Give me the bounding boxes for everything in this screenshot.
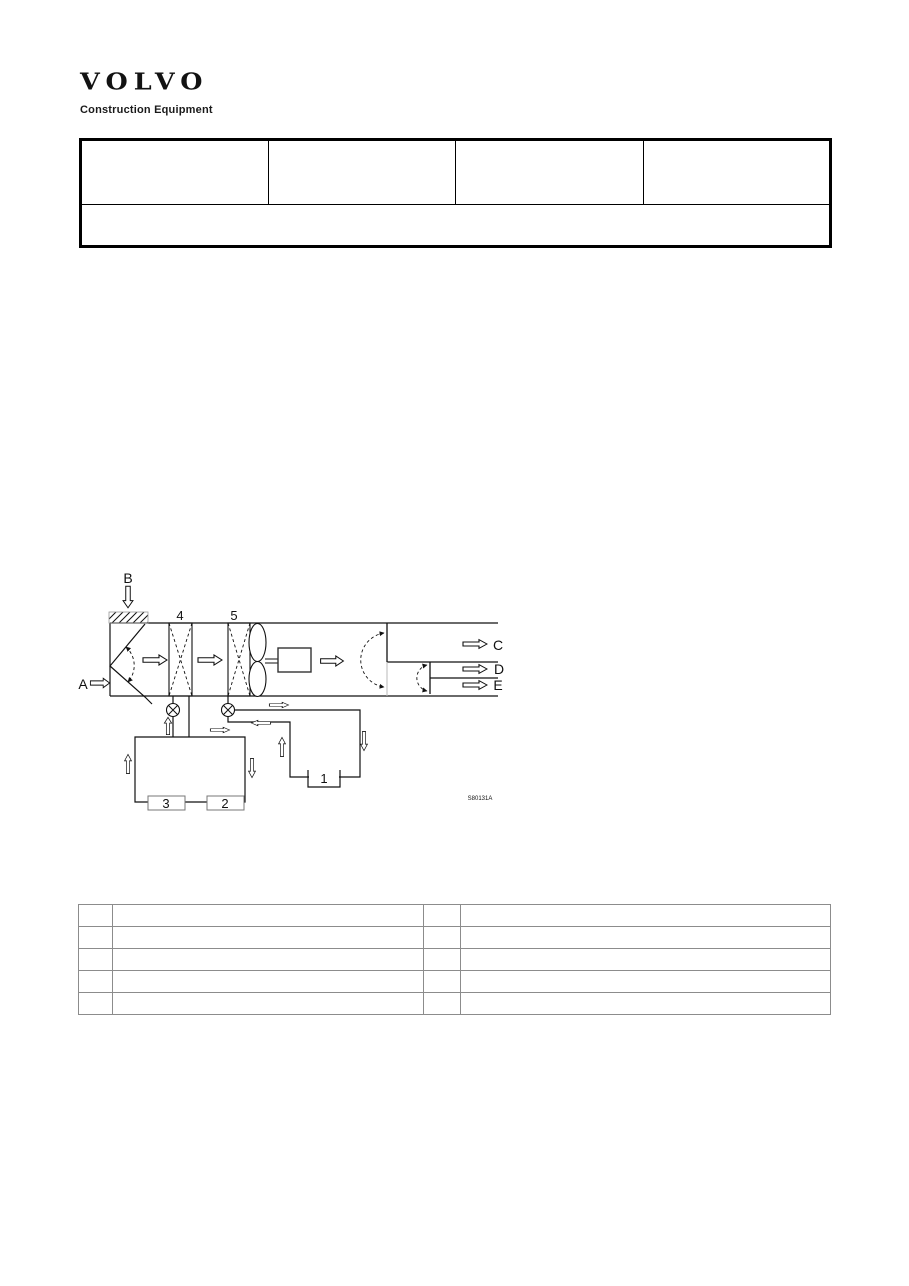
table-cell [81, 140, 269, 205]
label-c: C [492, 637, 504, 653]
label-a: A [78, 676, 88, 692]
fresh-air-inlet-hatch [109, 612, 148, 623]
flow-arrow-b [123, 586, 133, 608]
header-table [79, 138, 832, 248]
table-row [79, 971, 831, 993]
table-cell [461, 927, 831, 949]
table-cell [79, 971, 113, 993]
label-d: D [493, 661, 505, 677]
water-valve [222, 704, 235, 717]
table-row [79, 949, 831, 971]
table-cell [113, 949, 424, 971]
hvac-diagram [60, 560, 520, 820]
heat-exchanger-4 [169, 623, 192, 696]
logo-subtitle: Construction Equipment [80, 104, 213, 116]
table-cell [81, 205, 831, 247]
table-cell [79, 905, 113, 927]
table-cell [643, 140, 831, 205]
table-cell [268, 140, 456, 205]
table-cell [424, 905, 461, 927]
table-cell [461, 949, 831, 971]
table-cell [424, 971, 461, 993]
label-3: 3 [162, 796, 170, 811]
table-cell [79, 949, 113, 971]
flow-arrow-heater-supply [269, 702, 288, 708]
table-row [79, 993, 831, 1015]
table-row [81, 140, 831, 205]
table-row [79, 927, 831, 949]
table-cell [79, 993, 113, 1015]
flow-arrow-duct-2 [198, 655, 222, 665]
flow-arrow-duct-3 [321, 656, 344, 666]
expansion-valve [167, 704, 180, 717]
table-cell [456, 140, 644, 205]
heat-exchanger-5 [228, 623, 250, 696]
fan-motor [278, 648, 311, 672]
table-cell [113, 927, 424, 949]
label-b: B [123, 570, 133, 586]
volvo-wordmark: VOLVO [80, 68, 209, 95]
table-row [79, 905, 831, 927]
flow-arrow-e [463, 681, 487, 690]
flow-arrow-heater-up [279, 737, 286, 756]
table-cell [424, 949, 461, 971]
flow-arrow-ac-top-right [210, 727, 229, 733]
flow-arrow-heater-return [251, 720, 270, 726]
table-cell [461, 993, 831, 1015]
flow-arrow-a [90, 678, 109, 687]
heater-circuit [222, 696, 361, 787]
recirculation-damper [110, 624, 152, 704]
table-cell [424, 927, 461, 949]
flow-arrow-ac-right-down [249, 758, 256, 777]
table-row [81, 205, 831, 247]
flow-arrow-duct-1 [143, 655, 167, 665]
flow-arrow-c [463, 640, 487, 649]
diagram-labels [78, 570, 504, 811]
flow-arrow-ac-left-up [125, 754, 132, 773]
volvo-logo [80, 68, 213, 116]
distribution-damper-floor [417, 662, 430, 694]
figure-code: S80131A [467, 796, 493, 802]
legend-table [78, 904, 831, 1015]
table-cell [461, 971, 831, 993]
label-5: 5 [230, 608, 238, 623]
label-4: 4 [176, 608, 184, 623]
flow-arrow-heater-down [361, 731, 368, 750]
table-cell [113, 993, 424, 1015]
table-cell [79, 927, 113, 949]
flow-arrows [90, 586, 487, 777]
table-cell [113, 971, 424, 993]
flow-arrow-valve-up [164, 717, 171, 734]
fan [249, 624, 311, 697]
label-e: E [493, 677, 503, 693]
fan-shaft [265, 659, 278, 663]
flow-arrow-d [463, 665, 487, 674]
label-2: 2 [221, 796, 229, 811]
table-cell [461, 905, 831, 927]
table-cell [113, 905, 424, 927]
label-1: 1 [320, 771, 328, 786]
table-cell [424, 993, 461, 1015]
distribution-damper-main [361, 623, 387, 696]
